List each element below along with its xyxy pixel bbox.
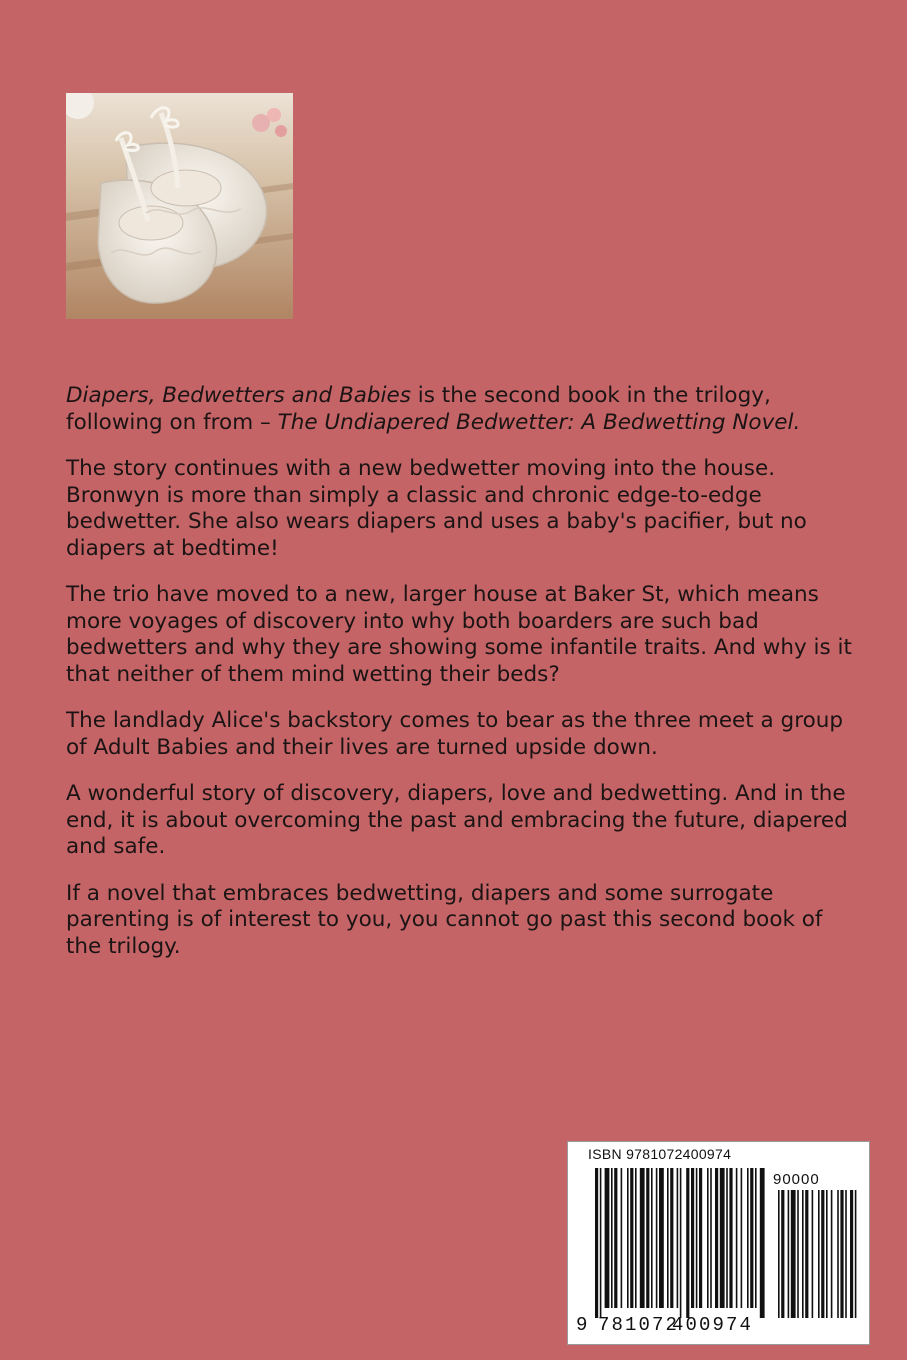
barcode-bar [691, 1168, 694, 1308]
barcode-bar [720, 1168, 725, 1308]
barcode-bar [855, 1190, 857, 1318]
previous-book-title: The Undiapered Bedwetter: A Bedwetting Novel. [277, 409, 801, 435]
blurb-paragraph-4: The landlady Alice's backstory comes to bear as the three meet a group of Adult Babies and their lives are turned upside down. [66, 708, 844, 760]
barcode-bar [600, 1168, 602, 1318]
barcode-bar [750, 1168, 753, 1308]
barcode-bar [595, 1168, 598, 1318]
barcode-bar [715, 1168, 718, 1308]
barcode-bar [726, 1168, 728, 1308]
barcode-bar [635, 1168, 637, 1308]
barcode-bar [659, 1168, 664, 1308]
barcode-bar [667, 1168, 669, 1308]
barcode-bar [821, 1190, 824, 1318]
barcode-bar [845, 1190, 847, 1318]
barcode-bar [656, 1168, 658, 1308]
blurb-text [66, 383, 856, 980]
barcode-digit-first: 9 [576, 1314, 588, 1336]
barcode-bar [747, 1168, 749, 1308]
cover-photo [66, 93, 293, 319]
barcode-bar [755, 1168, 757, 1308]
barcode-bar [707, 1168, 709, 1308]
barcode-bar [646, 1168, 649, 1308]
barcode-bar [640, 1168, 645, 1308]
barcode-bar [741, 1168, 743, 1308]
blurb-paragraph-3: The trio have moved to a new, larger house at Baker St, which means more voyages of discovery into why both boarders are such bad bedwetters and why they are showing some infantile traits. And why is it that neither of them mind wetting their beds? [66, 582, 852, 687]
barcode-bar [736, 1168, 738, 1308]
barcode-bar [729, 1168, 732, 1308]
barcode-digits-left: 781072 [598, 1314, 680, 1336]
barcode-bar [760, 1168, 765, 1318]
barcode-bar [630, 1168, 633, 1308]
barcode-bar [614, 1168, 617, 1308]
barcode-bar [710, 1168, 712, 1308]
blurb-paragraph-5: A wonderful story of discovery, diapers, love and bedwetting. And in the end, it is about overcoming the past and embracing the future, diapered and safe. [66, 781, 848, 859]
barcode-bar [611, 1168, 613, 1308]
barcode-bar [788, 1190, 790, 1318]
blurb-paragraph-1 [66, 383, 856, 436]
isbn-barcode [567, 1141, 870, 1345]
blurb-paragraph-6: If a novel that embraces bedwetting, diapers and some surrogate parenting is of interest to you, you cannot go past this second book of the trilogy. [66, 880, 823, 959]
barcode-bar [797, 1190, 799, 1318]
barcode-bar [605, 1168, 610, 1308]
barcode-bar [826, 1190, 828, 1318]
barcode-bar [781, 1190, 784, 1318]
blurb-paragraph-1-text: is the second book in the trilogy, following on from – [66, 383, 771, 435]
barcode-bar [677, 1168, 679, 1308]
barcode-bars [578, 1168, 863, 1318]
blurb-paragraph-2: The story continues with a new bedwetter moving into the house. Bronwyn is more than simply a classic and chronic edge-to-edge bedwetter. She also wears diapers and uses a baby's pacifier, but no diapers at bedtime! [66, 456, 807, 561]
barcode-bar [805, 1190, 808, 1318]
shoes-photo-icon [66, 93, 293, 319]
barcode-bar [621, 1168, 623, 1308]
barcode-bar [840, 1190, 843, 1318]
barcode-bar [670, 1168, 673, 1308]
barcode-bar [627, 1168, 629, 1308]
book-title: Diapers, Bedwetters and Babies [66, 383, 411, 408]
barcode-bar [802, 1190, 804, 1318]
barcode-bar [699, 1168, 702, 1308]
barcode-bar [837, 1190, 839, 1318]
barcode-bar [680, 1168, 682, 1318]
barcode-bar [651, 1168, 653, 1308]
barcode-bar [686, 1168, 689, 1318]
barcode-bar [696, 1168, 698, 1308]
barcode-bar [791, 1190, 796, 1318]
isbn-label: ISBN 9781072400974 [588, 1146, 732, 1162]
barcode-bar [831, 1190, 833, 1318]
barcode-bar [818, 1190, 820, 1318]
barcode-bar [778, 1190, 780, 1318]
addon-code: 90000 [773, 1171, 820, 1188]
barcode-bar [850, 1190, 853, 1318]
barcode-bar [812, 1190, 814, 1318]
barcode-digits-right: 400974 [672, 1314, 754, 1336]
